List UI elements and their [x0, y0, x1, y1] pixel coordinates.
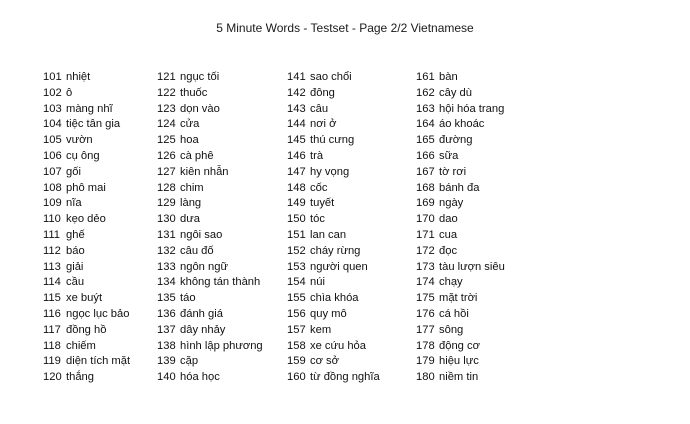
word-number: 173 [416, 260, 435, 273]
word-number: 136 [157, 307, 176, 320]
word-entry [43, 244, 130, 260]
word-entry [287, 149, 380, 165]
word-number: 116 [43, 307, 61, 320]
word-text: đánh giá [180, 307, 223, 320]
word-entry [157, 117, 263, 133]
word-entry [43, 212, 130, 228]
word-entry [287, 275, 380, 291]
word-text: dọn vào [180, 102, 220, 115]
word-text: kiên nhẫn [180, 165, 229, 178]
word-text: thuốc [180, 86, 208, 99]
word-entry [43, 260, 130, 276]
word-text: chiếm [66, 339, 96, 352]
word-text: tóc [310, 213, 325, 226]
word-text: lan can [310, 228, 347, 241]
word-number: 155 [287, 292, 306, 305]
word-column-3 [287, 70, 380, 386]
word-entry [416, 102, 505, 118]
word-entry [157, 228, 263, 244]
word-number: 128 [157, 181, 176, 194]
word-column-2 [157, 70, 263, 386]
word-number: 130 [157, 213, 176, 226]
word-entry [416, 370, 505, 386]
word-number: 112 [43, 244, 61, 257]
word-text: đồng hồ [66, 323, 107, 336]
word-number: 156 [287, 307, 306, 320]
word-entry [157, 196, 263, 212]
word-text: phô mai [66, 181, 106, 194]
word-number: 106 [43, 149, 62, 162]
word-entry [287, 370, 380, 386]
word-text: mặt trời [439, 292, 478, 305]
word-entry [157, 212, 263, 228]
word-text: câu [310, 102, 329, 115]
word-number: 177 [416, 323, 435, 336]
word-text: vườn [66, 134, 93, 147]
word-number: 117 [43, 323, 61, 336]
word-number: 139 [157, 355, 176, 368]
word-number: 143 [287, 102, 306, 115]
word-entry [43, 117, 130, 133]
word-entry [416, 181, 505, 197]
word-entry [287, 133, 380, 149]
word-number: 132 [157, 244, 176, 257]
word-text: dây nhảy [180, 323, 226, 336]
word-entry [416, 307, 505, 323]
word-entry [157, 291, 263, 307]
word-number: 176 [416, 307, 435, 320]
word-text: ghế [66, 228, 85, 241]
word-entry [287, 212, 380, 228]
word-entry [287, 260, 380, 276]
word-number: 152 [287, 244, 306, 257]
word-entry [43, 323, 130, 339]
word-number: 151 [287, 228, 306, 241]
word-text: trà [310, 149, 324, 162]
word-entry [43, 181, 130, 197]
page-title: 5 Minute Words - Testset - Page 2/2 Vietnamese [216, 21, 474, 35]
word-text: màng nhĩ [66, 102, 113, 115]
word-entry [416, 275, 505, 291]
word-number: 165 [416, 134, 435, 147]
word-text: hy vọng [310, 165, 350, 178]
word-number: 126 [157, 149, 176, 162]
word-text: cháy rừng [310, 244, 361, 257]
word-number: 107 [43, 165, 62, 178]
word-number: 158 [287, 339, 306, 352]
word-number: 147 [287, 165, 306, 178]
word-text: hình lập phương [180, 339, 263, 352]
word-entry [287, 339, 380, 355]
word-number: 120 [43, 371, 62, 384]
word-entry [416, 260, 505, 276]
word-text: cốc [310, 181, 328, 194]
word-text: tiệc tân gia [66, 118, 121, 131]
word-text: tuyết [310, 197, 335, 210]
word-text: kem [310, 323, 332, 336]
word-number: 178 [416, 339, 435, 352]
word-text: bàn [439, 71, 458, 83]
word-entry [416, 117, 505, 133]
word-entry [416, 244, 505, 260]
word-number: 138 [157, 339, 176, 352]
word-text: gối [66, 165, 81, 178]
word-number: 118 [43, 339, 61, 352]
word-entry [287, 102, 380, 118]
word-entry [416, 86, 505, 102]
word-number: 162 [416, 86, 435, 99]
word-number: 146 [287, 149, 306, 162]
word-number: 111 [43, 228, 61, 241]
word-entry [416, 70, 505, 86]
word-entry [287, 228, 380, 244]
word-number: 172 [416, 244, 435, 257]
word-text: kẹo dẻo [66, 213, 106, 226]
word-column-1 [43, 70, 130, 386]
word-text: thắng [66, 371, 94, 384]
word-number: 150 [287, 213, 306, 226]
word-entry [416, 323, 505, 339]
word-text: từ đồng nghĩa [310, 371, 380, 384]
word-number: 115 [43, 292, 61, 305]
word-number: 148 [287, 181, 306, 194]
word-entry [43, 275, 130, 291]
word-number: 133 [157, 260, 176, 273]
word-entry [157, 323, 263, 339]
word-number: 157 [287, 323, 306, 336]
word-text: táo [180, 292, 196, 305]
word-number: 175 [416, 292, 435, 305]
word-entry [157, 370, 263, 386]
word-entry [287, 181, 380, 197]
word-text: chìa khóa [310, 292, 359, 305]
word-number: 104 [43, 118, 62, 131]
word-number: 134 [157, 276, 176, 289]
word-number: 144 [287, 118, 306, 131]
word-number: 108 [43, 181, 62, 194]
word-entry [416, 149, 505, 165]
word-entry [416, 165, 505, 181]
word-text: thú cưng [310, 134, 355, 147]
word-entry [416, 196, 505, 212]
word-text: diện tích mặt [66, 355, 131, 368]
word-entry [157, 339, 263, 355]
word-number: 124 [157, 118, 176, 131]
word-number: 167 [416, 165, 435, 178]
word-number: 113 [43, 260, 61, 273]
word-text: chim [180, 181, 204, 194]
word-text: ngày [439, 197, 464, 210]
word-entry [287, 196, 380, 212]
word-text: đọc [439, 244, 458, 257]
word-entry [43, 149, 130, 165]
word-number: 169 [416, 197, 435, 210]
word-number: 159 [287, 355, 306, 368]
word-number: 137 [157, 323, 176, 336]
word-entry [157, 86, 263, 102]
word-entry [157, 165, 263, 181]
word-list [43, 70, 683, 400]
word-entry [43, 228, 130, 244]
word-text: nơi ở [310, 118, 337, 131]
word-number: 149 [287, 197, 306, 210]
word-entry [287, 70, 380, 86]
word-text: bánh đa [439, 181, 480, 194]
word-text: làng [180, 197, 202, 210]
word-text: đông [310, 86, 335, 99]
word-text: ngôi sao [180, 228, 223, 241]
word-entry [43, 370, 130, 386]
word-text: ô [66, 86, 73, 99]
word-number: 109 [43, 197, 62, 210]
word-entry [157, 260, 263, 276]
word-entry [157, 70, 263, 86]
word-entry [43, 307, 130, 323]
word-text: cụ ông [66, 149, 100, 162]
word-entry [287, 165, 380, 181]
word-number: 163 [416, 102, 435, 115]
word-number: 135 [157, 292, 176, 305]
word-entry [157, 181, 263, 197]
word-entry [43, 196, 130, 212]
word-number: 131 [157, 228, 176, 241]
word-text: sao chổi [310, 71, 352, 83]
word-text: người quen [310, 260, 368, 273]
word-text: xe buýt [66, 292, 103, 305]
word-number: 129 [157, 197, 176, 210]
word-number: 160 [287, 371, 306, 384]
word-entry [416, 133, 505, 149]
word-entry [287, 291, 380, 307]
word-number: 127 [157, 165, 176, 178]
word-text: hoa [180, 134, 199, 147]
word-number: 122 [157, 86, 176, 99]
word-entry [157, 133, 263, 149]
word-number: 142 [287, 86, 306, 99]
word-number: 166 [416, 149, 435, 162]
word-text: sữa [439, 149, 459, 162]
word-text: sông [439, 323, 464, 336]
word-text: tờ rơi [439, 165, 467, 178]
word-entry [416, 212, 505, 228]
word-text: câu đố [180, 244, 214, 257]
word-text: quy mô [310, 307, 347, 320]
word-number: 145 [287, 134, 306, 147]
word-entry [287, 86, 380, 102]
word-text: ngọc lục bảo [66, 307, 130, 320]
word-entry [43, 133, 130, 149]
word-text: hóa học [180, 371, 220, 384]
word-text: cửa [180, 118, 200, 131]
word-text: hiệu lực [439, 355, 479, 368]
word-number: 180 [416, 371, 435, 384]
word-number: 141 [287, 71, 306, 83]
word-number: 164 [416, 118, 435, 131]
word-entry [157, 149, 263, 165]
word-entry [157, 354, 263, 370]
word-text: nhiệt [66, 71, 91, 83]
word-text: cặp [180, 355, 199, 368]
word-entry [416, 291, 505, 307]
word-entry [157, 275, 263, 291]
word-number: 161 [416, 71, 435, 83]
word-number: 114 [43, 276, 61, 289]
word-number: 125 [157, 134, 176, 147]
word-entry [287, 244, 380, 260]
word-text: giải [66, 260, 84, 273]
word-number: 121 [157, 71, 176, 83]
word-number: 105 [43, 134, 62, 147]
word-entry [416, 354, 505, 370]
word-number: 174 [416, 276, 435, 289]
word-text: ngôn ngữ [180, 260, 228, 273]
word-entry [43, 165, 130, 181]
word-number: 168 [416, 181, 435, 194]
word-entry [43, 291, 130, 307]
word-text: đường [439, 134, 473, 147]
word-text: cây dù [439, 86, 472, 99]
word-text: ngục tối [180, 71, 220, 83]
word-text: tàu lượn siêu [439, 260, 505, 273]
word-entry [43, 339, 130, 355]
word-text: cầu [66, 276, 85, 289]
word-entry [287, 307, 380, 323]
word-number: 170 [416, 213, 435, 226]
word-number: 179 [416, 355, 435, 368]
word-text: động cơ [439, 339, 480, 352]
word-entry [157, 307, 263, 323]
word-text: không tán thành [180, 276, 261, 289]
word-number: 119 [43, 355, 61, 368]
word-number: 103 [43, 102, 62, 115]
word-entry [157, 102, 263, 118]
word-number: 140 [157, 371, 176, 384]
word-number: 154 [287, 276, 306, 289]
word-text: cá hồi [439, 307, 469, 320]
word-entry [416, 228, 505, 244]
word-entry [157, 244, 263, 260]
word-text: báo [66, 244, 85, 257]
word-entry [287, 323, 380, 339]
word-entry [43, 354, 130, 370]
word-number: 123 [157, 102, 176, 115]
word-text: dưa [180, 213, 200, 226]
word-entry [43, 86, 130, 102]
word-text: núi [310, 276, 325, 289]
word-text: nĩa [66, 197, 82, 210]
word-entry [287, 117, 380, 133]
word-column-4 [416, 70, 505, 386]
word-number: 153 [287, 260, 306, 273]
word-text: cơ sở [310, 355, 339, 368]
word-number: 101 [43, 71, 62, 83]
word-text: cua [439, 228, 458, 241]
word-text: cà phê [180, 149, 214, 162]
word-entry [43, 102, 130, 118]
word-entry [43, 70, 130, 86]
word-entry [416, 339, 505, 355]
word-number: 110 [43, 213, 61, 226]
word-entry [287, 354, 380, 370]
word-text: chạy [439, 276, 463, 289]
word-text: áo khoác [439, 118, 485, 131]
word-text: dao [439, 213, 458, 226]
word-text: niềm tin [439, 371, 479, 384]
word-text: xe cứu hỏa [310, 339, 367, 352]
word-number: 102 [43, 86, 62, 99]
word-number: 171 [416, 228, 435, 241]
word-text: hội hóa trang [439, 102, 505, 115]
